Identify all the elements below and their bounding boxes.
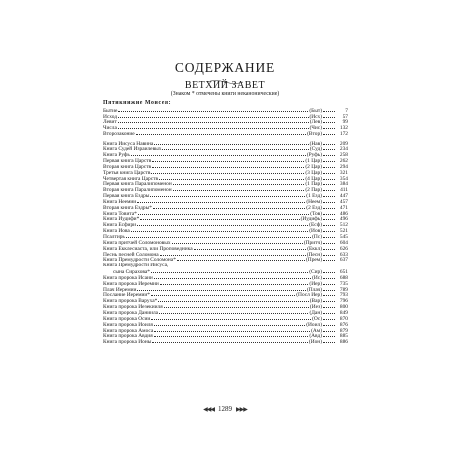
- toc-entry-abbreviation: (Руфь): [306, 152, 322, 158]
- toc-entry-abbreviation: (Иов): [309, 228, 322, 234]
- toc-entry-title: Числа: [103, 125, 117, 131]
- toc-entry-page: 545: [339, 234, 348, 240]
- toc-entry-abbreviation: (2 Цар): [305, 163, 322, 170]
- toc-entry-title: Бытие: [103, 107, 118, 114]
- page-title: СОДЕРЖАНИЕ: [174, 60, 276, 75]
- toc-entry-title: Книга Есфири: [103, 222, 137, 228]
- toc-entry-page: 496: [339, 216, 348, 222]
- toc-entry-abbreviation: (1 Цар): [305, 158, 322, 164]
- toc-entry-page: 885: [339, 333, 348, 339]
- toc-entry-title: Книга Судей Израилевых: [103, 146, 162, 152]
- toc-entry-abbreviation: (Есф): [309, 222, 322, 228]
- toc-entry-title: Книга Премудрости Соломона*: [103, 257, 176, 263]
- toc-entry-title: Книга Иудифи*: [103, 216, 140, 222]
- toc-entry-title: Левит: [103, 119, 117, 125]
- toc-entry-title: Послание Иеремии*: [103, 292, 150, 298]
- toc-entry-title: Вторая книга Царств: [103, 163, 152, 170]
- toc-entry-abbreviation: (Нав): [309, 140, 322, 146]
- toc-entry-abbreviation: (Притч): [303, 239, 322, 246]
- toc-entry-page: 870: [339, 315, 348, 322]
- toc-entry-abbreviation: (Сир): [309, 269, 322, 275]
- toc-entry-abbreviation: (Ам): [311, 327, 322, 333]
- toc-entry-page: 471: [339, 204, 348, 211]
- toc-entry-abbreviation: (Ис): [312, 274, 322, 281]
- toc-entry-page: 99: [342, 119, 348, 125]
- toc-entry-abbreviation: (Вар): [309, 298, 322, 304]
- toc-entry-title: Книга пророка Варуха*: [103, 298, 158, 304]
- toc-entry-page: 879: [339, 327, 348, 333]
- toc-entry-page: 172: [339, 131, 348, 137]
- toc-entry-title: Первая книга Ездры: [103, 193, 150, 199]
- toc-entry-title: Книга пророка Иезекииля: [103, 304, 163, 310]
- toc-entry-abbreviation: (Быт): [309, 107, 322, 114]
- toc-entry-title: Книга Руфь: [103, 152, 130, 158]
- toc-entry-page: 521: [339, 228, 348, 234]
- toc-entry-abbreviation: (Тов): [310, 210, 322, 216]
- toc-entry-abbreviation: (Ион): [308, 339, 322, 345]
- toc-entry-abbreviation: (Исх): [309, 113, 322, 119]
- toc-entry-page: 447: [339, 193, 348, 199]
- toc-entry-abbreviation: (3 Цар): [305, 169, 322, 175]
- toc-entry-title: Книга пророка Амоса: [103, 327, 154, 333]
- toc-entry-abbreviation: (Посл Иер): [296, 292, 322, 298]
- toc-entry-abbreviation: (Иоил): [306, 321, 322, 327]
- toc-entry-page: 651: [339, 269, 348, 275]
- toc-entry-title: Псалтирь: [103, 234, 125, 240]
- toc-entry-title: Книга пророка Ионы: [103, 339, 152, 345]
- toc-entry-title: Вторая книга Паралипоменон: [103, 187, 172, 193]
- toc-entry-abbreviation: (1 Езд): [306, 193, 322, 199]
- toc-entry-title: сына Сирахова*: [113, 269, 150, 275]
- toc-entry-title: Первая книга Царств: [103, 158, 152, 164]
- toc-entry-page: 258: [339, 152, 348, 158]
- toc-entry-page: 626: [339, 245, 348, 251]
- section-title: ВЕТХИЙ ЗАВЕТ: [184, 80, 266, 91]
- toc-entry: [103, 339, 348, 345]
- toc-entry-title: Книга Товита*: [103, 210, 137, 216]
- toc-entry-page: 796: [339, 298, 348, 304]
- toc-entry-page: 688: [339, 274, 348, 281]
- toc-entry-page: 354: [339, 175, 348, 181]
- toc-entry-page: 321: [339, 169, 348, 175]
- toc-entry-title: Книга Премудрости Иисуса,: [103, 262, 169, 268]
- footer-ornament-right-icon: ▶▶▶: [236, 406, 247, 413]
- toc-entry-page: 384: [339, 181, 348, 187]
- toc-entry-page: 132: [339, 125, 348, 131]
- toc-entry-page: 57: [342, 113, 348, 119]
- books-list: [103, 140, 348, 345]
- toc-entry-title: Песнь песней Соломона: [103, 251, 159, 257]
- toc-entry-page: 486: [339, 210, 348, 216]
- toc-entry-title: Исход: [103, 113, 117, 119]
- toc-entry-page: 7: [345, 107, 348, 114]
- footer-ornament-left-icon: ◀◀◀: [203, 406, 214, 413]
- toc-entry-abbreviation: (1 Пар): [305, 181, 322, 187]
- toc-entry-title: Книга Иова: [103, 228, 130, 234]
- toc-entry-page: 209: [339, 140, 348, 146]
- toc-entry-abbreviation: (Втор): [307, 131, 322, 137]
- toc-entry-title: Второзаконие: [103, 131, 135, 137]
- pentateuch-list: [103, 107, 348, 136]
- toc-entry-title: Книга пророка Осии: [103, 315, 151, 322]
- toc-entry-title: Книга Неемии: [103, 198, 137, 205]
- toc-entry-title: Книга Екклесиаста, или Проповедника: [103, 245, 193, 251]
- toc-entry-page: 294: [339, 163, 348, 170]
- toc-entry-abbreviation: (Неем): [306, 198, 322, 205]
- toc-entry-page: 234: [339, 146, 348, 152]
- toc-entry-page: 262: [339, 158, 348, 164]
- toc-entry-abbreviation: (4 Цар): [305, 175, 322, 181]
- toc-entry-page: 633: [339, 251, 348, 257]
- toc-entry-page: 457: [339, 198, 348, 205]
- toc-entry-abbreviation: (2 Езд): [306, 204, 322, 211]
- toc-entry-title: Книга Иисуса Навина: [103, 140, 154, 146]
- toc-entry-abbreviation: (Чис): [309, 125, 322, 131]
- toc-entry-abbreviation: (Песн): [306, 251, 322, 257]
- table-of-contents: [103, 100, 348, 344]
- toc-entry-page: 411: [340, 187, 348, 193]
- toc-entry-page: 637: [339, 257, 348, 263]
- toc-entry-title: Книга пророка Исаии: [103, 274, 153, 281]
- toc-entry-page: 793: [339, 292, 348, 298]
- group-label: Пятикнижие Моисея:: [103, 100, 172, 106]
- section-note: (Знаком * отмечены книги неканонические): [170, 91, 280, 97]
- toc-entry-title: Четвертая книга Царств: [103, 175, 159, 181]
- toc-entry-title: Книга пророка Иоиля: [103, 321, 153, 327]
- toc-entry-page: 512: [339, 222, 348, 228]
- toc-entry-title: Первая книга Паралипоменон: [103, 181, 172, 187]
- toc-entry-abbreviation: (Прем): [306, 257, 322, 263]
- toc-entry-abbreviation: (Пс): [312, 234, 322, 240]
- toc-entry-title: Книга пророка Авдия: [103, 333, 153, 339]
- toc-entry-title: Третья книга Царств: [103, 169, 151, 175]
- toc-entry-page: 604: [339, 239, 348, 246]
- toc-entry-title: Вторая книга Ездры*: [103, 204, 152, 211]
- toc-entry-title: Книга притчей Соломоновых: [103, 239, 171, 246]
- toc-entry-title: Книга пророка Даниила: [103, 309, 159, 316]
- toc-entry-abbreviation: (2 Пар): [305, 187, 322, 193]
- toc-entry-abbreviation: (Иудифь): [300, 216, 322, 222]
- toc-entry-abbreviation: (Лев): [309, 119, 322, 125]
- toc-entry-page: 876: [339, 321, 348, 327]
- toc-entry-title: Книга пророка Иеремии: [103, 280, 159, 286]
- toc-entry-page: 800: [339, 304, 348, 310]
- toc-entry-abbreviation: (Плач): [306, 286, 322, 292]
- toc-entry-abbreviation: (Иез): [309, 304, 322, 310]
- toc-entry-page: 789: [339, 286, 348, 292]
- toc-entry-abbreviation: (Еккл): [307, 245, 322, 251]
- toc-entry-abbreviation: (Суд): [309, 146, 322, 152]
- toc-entry-abbreviation: (Иер): [309, 280, 322, 286]
- toc-entry-page: 735: [339, 280, 348, 286]
- toc-entry-abbreviation: (Ос): [312, 315, 322, 322]
- page-number: 1289: [218, 405, 232, 413]
- toc-entry-abbreviation: (Дан): [309, 309, 322, 316]
- toc-entry-title: Плач Иеремии: [103, 286, 137, 292]
- page-footer: [0, 405, 450, 413]
- toc-entry-abbreviation: (Авд): [309, 333, 322, 339]
- toc-entry-page: 886: [339, 339, 348, 345]
- toc-entry-page: 849: [339, 309, 348, 316]
